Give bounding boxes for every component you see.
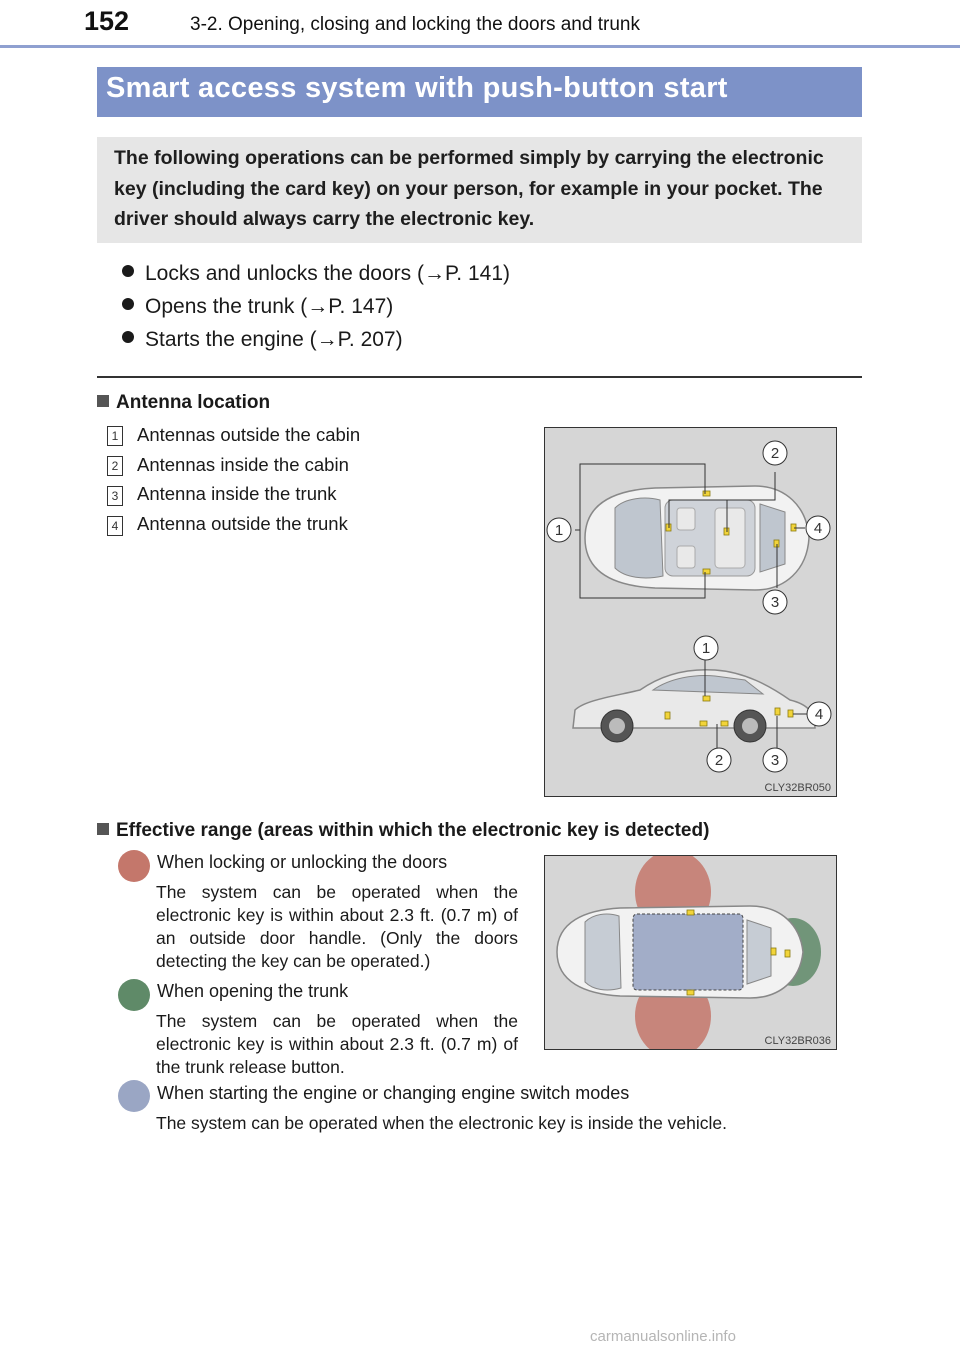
antenna-label: Antenna outside the trunk	[137, 513, 348, 534]
cabin-range-swatch	[118, 1080, 150, 1112]
range-item-title: When locking or unlocking the doors	[157, 852, 448, 872]
bullet-item	[122, 295, 393, 319]
antenna-label: Antennas outside the cabin	[137, 424, 361, 445]
bullet-dot-icon	[122, 298, 134, 310]
svg-text:3: 3	[770, 594, 780, 611]
number-badge: 1	[107, 426, 123, 446]
trunk-range-swatch	[118, 979, 150, 1011]
range-item-title: When starting the engine or changing engine switch modes	[157, 1083, 630, 1103]
svg-text:3: 3	[770, 752, 780, 769]
number-badge: 4	[107, 516, 123, 536]
svg-text:4: 4	[813, 520, 823, 537]
svg-text:1: 1	[554, 522, 564, 539]
number-badge: 3	[107, 486, 123, 506]
number-badge: 2	[107, 456, 123, 476]
watermark: carmanualsonline.info	[590, 1328, 736, 1345]
bullet-item	[122, 262, 510, 286]
section-divider	[97, 376, 862, 378]
svg-text:4: 4	[814, 706, 824, 723]
antenna-label: Antennas inside the cabin	[137, 454, 349, 475]
car-side-view	[573, 670, 815, 742]
svg-text:1: 1	[701, 640, 711, 657]
page-number: 152	[84, 6, 130, 36]
title-bar	[97, 67, 862, 117]
header-rule	[0, 45, 960, 48]
antenna-heading-text: Antenna location	[116, 392, 271, 413]
figure-code: CLY32BR036	[764, 1035, 831, 1047]
effective-range-figure	[544, 855, 837, 1050]
antenna-heading	[97, 392, 270, 414]
intro-box	[97, 137, 862, 243]
antenna-illustration	[545, 428, 836, 796]
range-heading-text: Effective range (areas within which the electronic key is detected)	[116, 820, 710, 841]
bullet-text: Opens the trunk (→P. 147)	[145, 295, 394, 318]
square-bullet-icon	[97, 395, 109, 407]
figure-code: CLY32BR050	[764, 782, 831, 794]
bullet-dot-icon	[122, 265, 134, 277]
bullet-dot-icon	[122, 331, 134, 343]
svg-text:2: 2	[714, 752, 724, 769]
intro-text: The following operations can be performed simply by carrying the electronic key (including the card key) on your person, for example in your pocket. The driver should always carry the electronic key.	[114, 147, 824, 230]
bullet-text: Locks and unlocks the doors (→P. 141)	[145, 262, 510, 285]
range-item-title: When opening the trunk	[157, 981, 349, 1001]
svg-text:2: 2	[770, 445, 780, 462]
antenna-label: Antenna inside the trunk	[137, 483, 337, 504]
car-top-view	[585, 486, 809, 590]
range-heading	[97, 820, 709, 842]
page-title: Smart access system with push-button start	[106, 72, 728, 104]
antenna-location-figure	[544, 427, 837, 797]
range-item-desc: The system can be operated when the electronic key is within about 2.3 ft. (0.7 m) of an outside door handle. (Only the doors detecting the key can be operated.)	[156, 882, 518, 971]
door-range-swatch	[118, 850, 150, 882]
range-item-desc: The system can be operated when the electronic key is within about 2.3 ft. (0.7 m) of the trunk release button.	[156, 1011, 518, 1077]
bullet-item	[122, 328, 403, 352]
bullet-text: Starts the engine (→P. 207)	[145, 328, 403, 351]
range-illustration	[545, 856, 836, 1049]
range-item-desc: The system can be operated when the electronic key is inside the vehicle.	[156, 1113, 728, 1133]
section-title: 3-2. Opening, closing and locking the doors and trunk	[190, 14, 640, 35]
square-bullet-icon	[97, 823, 109, 835]
